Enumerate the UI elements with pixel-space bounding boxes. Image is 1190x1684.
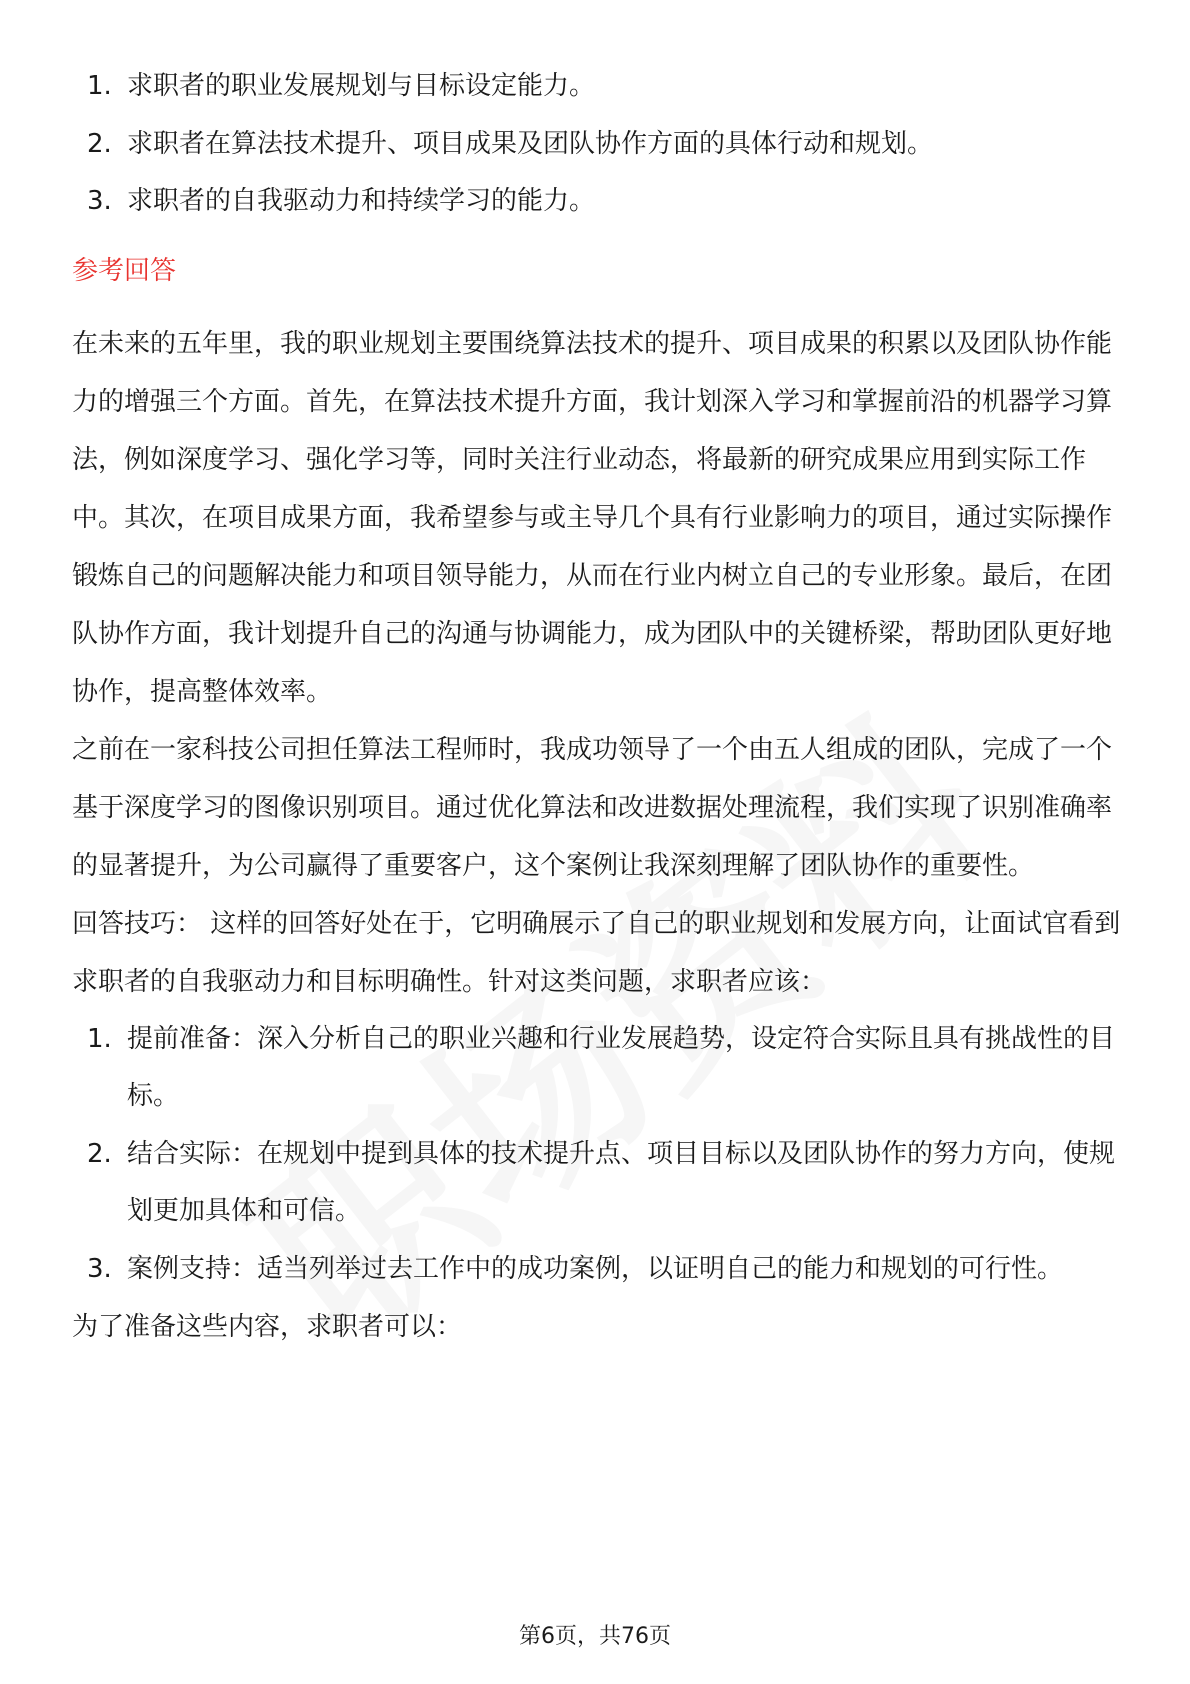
list-text: 求职者在算法技术提升、项目成果及团队协作方面的具体行动和规划。 [127,128,934,159]
answer-heading: 参考回答 [72,255,177,286]
list-number: 2. [87,1138,112,1169]
list-text: 求职者的自我驱动力和持续学习的能力。 [127,186,596,216]
list-text: 结合实际：在规划中提到具体的技术提升点、项目目标以及团队协作的努力方向，使规划更加具体和可信。 [127,1138,1116,1226]
page-footer: 第6页，共76页 [519,1624,671,1649]
list-number: 3. [87,1253,112,1284]
list-item [72,1011,1122,1126]
document-page [72,58,1122,1356]
list-item [72,116,1122,174]
list-item [72,173,1122,231]
list-number: 1. [87,1023,112,1054]
list-item [72,58,1122,116]
evaluation-points-list [72,58,1122,231]
list-text: 求职者的职业发展规划与目标设定能力。 [127,71,596,101]
tips-list [72,1011,1122,1299]
list-number: 3. [87,186,112,216]
list-text: 案例支持：适当列举过去工作中的成功案例，以证明自己的能力和规划的可行性。 [127,1253,1064,1284]
closing-paragraph: 为了准备这些内容，求职者可以： [72,1312,463,1342]
list-item [72,1126,1122,1241]
answer-paragraph-2: 之前在一家科技公司担任算法工程师时，我成功领导了一个由五人组成的团队，完成了一个基于深度学习的图像识别项目。通过优化算法和改进数据处理流程，我们实现了识别准确率的显著提升，为公司赢得了重要客户，这个案例让我深刻理解了团队协作的重要性。 [72,734,1113,881]
tips-intro-paragraph: 回答技巧： 这样的回答好处在于，它明确展示了自己的职业规划和发展方向，让面试官看到求职者的自我驱动力和目标明确性。针对这类问题，求职者应该： [72,908,1121,997]
list-number: 2. [87,128,112,159]
list-number: 1. [87,71,112,101]
list-item [72,1241,1122,1299]
answer-paragraph-1: 在未来的五年里，我的职业规划主要围绕算法技术的提升、项目成果的积累以及团队协作能力的增强三个方面。首先，在算法技术提升方面，我计划深入学习和掌握前沿的机器学习算法，例如深度学习、强化学习等，同时关注行业动态，将最新的研究成果应用到实际工作中。其次，在项目成果方面，我希望参与或主导几个具有行业影响力的项目，通过实际操作锻炼自己的问题解决能力和项目领导能力，从而在行业内树立自己的专业形象。最后，在团队协作方面，我计划提升自己的沟通与协调能力，成为团队中的关键桥梁，帮助团队更好地协作，提高整体效率。 [72,328,1113,707]
list-text: 提前准备：深入分析自己的职业兴趣和行业发展趋势，设定符合实际且具有挑战性的目标。 [127,1023,1116,1111]
